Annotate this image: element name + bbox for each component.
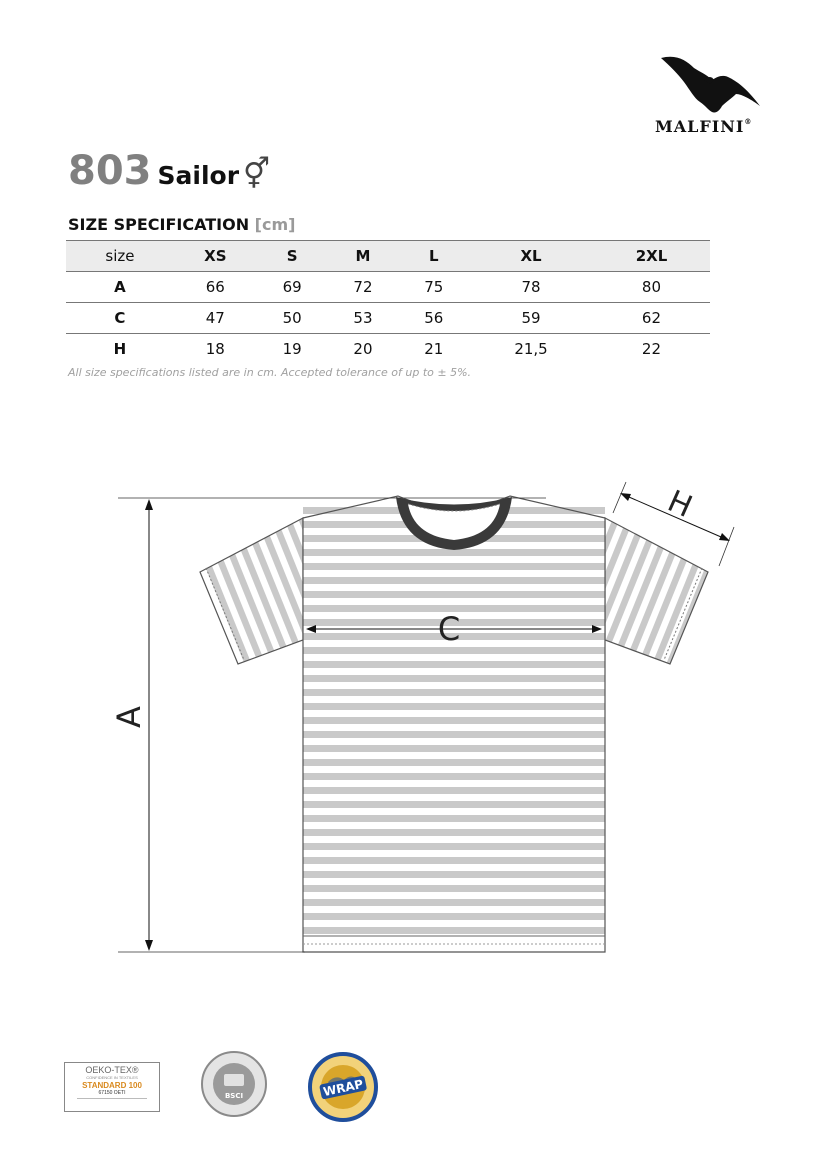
table-cell: 18 xyxy=(205,340,225,358)
table-cell: 50 xyxy=(282,309,302,327)
table-cell: 62 xyxy=(641,309,662,327)
table-cell: 47 xyxy=(205,309,225,327)
label-a: A xyxy=(110,706,148,728)
unisex-icon: ⚥ xyxy=(243,157,271,192)
spec-heading-text: SIZE SPECIFICATION xyxy=(68,215,250,234)
oeko-code: 67150 OETI xyxy=(98,1090,126,1096)
row-label: A xyxy=(114,278,126,296)
table-cell: 21 xyxy=(424,340,444,358)
product-name: Sailor xyxy=(157,161,240,190)
shirt-body xyxy=(303,496,605,952)
tolerance-note: All size specifications listed are in cm. Accepted tolerance of up to ± 5%. xyxy=(68,366,472,379)
table-cell: 53 xyxy=(353,309,373,327)
table-cell: 20 xyxy=(353,340,373,358)
table-cell: 80 xyxy=(641,278,662,296)
size-col-header: S xyxy=(286,247,298,265)
brand-text: MALFINI xyxy=(655,117,745,136)
wrap-label: WRAP xyxy=(321,1076,365,1100)
row-label: C xyxy=(114,309,126,327)
oeko-title: OEKO-TEX® xyxy=(85,1065,139,1075)
size-col-header: 2XL xyxy=(635,247,668,265)
registered-mark: ® xyxy=(744,117,753,126)
table-cell: 72 xyxy=(353,278,373,296)
table-cell: 69 xyxy=(282,278,302,296)
table-cell: 66 xyxy=(205,278,225,296)
size-col-header: XS xyxy=(204,247,227,265)
oeko-fineprint xyxy=(77,1098,147,1099)
table-cell: 78 xyxy=(521,278,541,296)
size-col-header: L xyxy=(428,247,439,265)
oeko-line1: CONFIDENCE IN TEXTILES xyxy=(86,1075,138,1080)
table-cell: 59 xyxy=(521,309,541,327)
oeko-standard: STANDARD 100 xyxy=(82,1081,142,1090)
label-h: H xyxy=(662,483,698,526)
row-label: H xyxy=(113,340,127,358)
product-number: 803 xyxy=(68,148,152,194)
oeko-tex-badge xyxy=(64,1062,160,1112)
size-col-header: M xyxy=(355,247,371,265)
label-c: C xyxy=(437,610,461,648)
wrap-badge xyxy=(306,1050,380,1124)
bsci-label: BSCI xyxy=(224,1092,244,1100)
spec-unit: [cm] xyxy=(254,215,296,234)
table-cell: 19 xyxy=(282,340,302,358)
table-cell: 75 xyxy=(424,278,444,296)
size-col-header: XL xyxy=(520,247,542,265)
size-header-label: size xyxy=(105,247,135,265)
bsci-badge xyxy=(200,1050,268,1118)
table-cell: 22 xyxy=(641,340,662,358)
table-cell: 21,5 xyxy=(514,340,548,358)
table-cell: 56 xyxy=(424,309,444,327)
